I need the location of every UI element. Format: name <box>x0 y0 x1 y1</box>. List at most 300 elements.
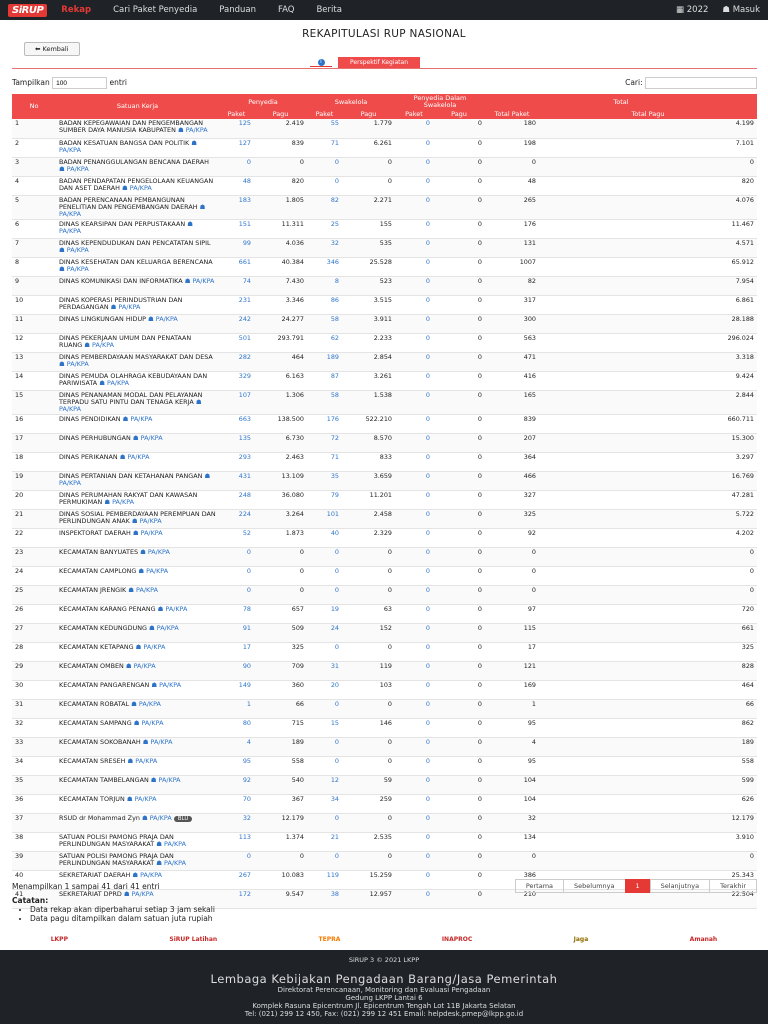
cell-penyedia-paket[interactable]: 661 <box>219 257 254 276</box>
cell-swakelola-paket[interactable]: 0 <box>307 547 342 566</box>
satuan-kerja-name[interactable]: RSUD dr Mohammad Zyn <box>59 813 140 822</box>
cell-penyedia-paket[interactable]: 17 <box>219 642 254 661</box>
satuan-kerja-name[interactable]: KECAMATAN KARANG PENANG <box>59 604 156 613</box>
satuan-kerja-name[interactable]: DINAS SOSIAL PEMBERDAYAAN PEREMPUAN DAN PERLINDUNGAN ANAK <box>59 509 216 525</box>
satuan-kerja-name[interactable]: BADAN KESATUAN BANGSA DAN POLITIK <box>59 138 190 147</box>
cell-pds-paket[interactable]: 0 <box>395 851 433 870</box>
cell-swakelola-pagu: 2.233 <box>342 333 395 352</box>
cell-pds-paket[interactable]: 0 <box>395 813 433 832</box>
pa-kpa-link[interactable]: ☗ PA/KPA <box>135 642 166 651</box>
cell-swakelola-paket[interactable]: 12 <box>307 775 342 794</box>
satuan-kerja-name[interactable]: KECAMATAN JRENGIK <box>59 585 127 594</box>
pa-kpa-link[interactable]: ☗ PA/KPA <box>132 870 163 879</box>
cell-penyedia-paket[interactable]: 242 <box>219 314 254 333</box>
cell-no: 16 <box>12 414 56 433</box>
cell-pds-pagu: 0 <box>433 756 485 775</box>
cell-total-paket: 1 <box>485 699 539 718</box>
cell-satuan-kerja <box>56 661 219 680</box>
cell-pds-paket[interactable]: 0 <box>395 566 433 585</box>
cell-total-pagu: 0 <box>539 157 757 176</box>
nav-faq[interactable]: FAQ <box>278 5 295 15</box>
table-row <box>12 547 757 566</box>
cell-swakelola-paket[interactable]: 62 <box>307 333 342 352</box>
satuan-kerja-name[interactable]: KECAMATAN PANGARENGAN <box>59 680 150 689</box>
cell-no: 37 <box>12 813 56 832</box>
cell-penyedia-paket[interactable]: 52 <box>219 528 254 547</box>
cell-penyedia-paket[interactable]: 431 <box>219 471 254 490</box>
cell-swakelola-paket[interactable]: 72 <box>307 433 342 452</box>
cell-satuan-kerja <box>56 195 219 219</box>
cell-penyedia-paket[interactable]: 0 <box>219 547 254 566</box>
cell-penyedia-paket[interactable]: 4 <box>219 737 254 756</box>
cell-total-paket: 165 <box>485 390 539 414</box>
cell-total-paket: 0 <box>485 547 539 566</box>
cell-swakelola-paket[interactable]: 0 <box>307 756 342 775</box>
cell-pds-paket[interactable]: 0 <box>395 756 433 775</box>
cell-swakelola-paket[interactable]: 0 <box>307 642 342 661</box>
cell-pds-paket[interactable]: 0 <box>395 390 433 414</box>
pa-kpa-link[interactable]: ☗ PA/KPA <box>122 414 153 423</box>
cell-penyedia-pagu: 36.080 <box>254 490 307 509</box>
cell-penyedia-paket[interactable]: 113 <box>219 832 254 851</box>
satuan-kerja-name[interactable]: BADAN PENANGGULANGAN BENCANA DAERAH <box>59 157 209 166</box>
satuan-kerja-name[interactable]: DINAS KEARSIPAN DAN PERPUSTAKAAN <box>59 219 186 228</box>
col-penyedia-paket[interactable]: Paket <box>219 110 254 119</box>
satuan-kerja-name[interactable]: KECAMATAN SAMPANG <box>59 718 132 727</box>
cell-penyedia-paket[interactable]: 224 <box>219 509 254 528</box>
cell-penyedia-paket[interactable]: 172 <box>219 889 254 908</box>
cell-penyedia-paket[interactable]: 267 <box>219 870 254 889</box>
cell-total-pagu: 0 <box>539 851 757 870</box>
page-current[interactable]: 1 <box>625 879 651 893</box>
cell-satuan-kerja <box>56 452 219 471</box>
top-navbar <box>0 0 768 20</box>
cell-pds-paket[interactable]: 0 <box>395 528 433 547</box>
inaproc-logo[interactable]: INAPROC <box>441 935 473 943</box>
satuan-kerja-name[interactable]: KECAMATAN BANYUATES <box>59 547 139 556</box>
back-button[interactable]: ⬅ Kembali <box>24 42 80 56</box>
cell-pds-paket[interactable]: 0 <box>395 490 433 509</box>
cell-swakelola-paket[interactable]: 58 <box>307 314 342 333</box>
col-satuan-kerja[interactable]: Satuan Kerja <box>56 94 219 119</box>
tab-info[interactable] <box>310 58 332 67</box>
cell-pds-paket[interactable]: 0 <box>395 509 433 528</box>
cell-swakelola-paket[interactable]: 176 <box>307 414 342 433</box>
cell-swakelola-paket[interactable]: 40 <box>307 528 342 547</box>
cell-swakelola-paket[interactable]: 19 <box>307 604 342 623</box>
pa-kpa-link[interactable]: ☗ PA/KPA <box>142 737 173 746</box>
cell-swakelola-pagu: 6.261 <box>342 138 395 157</box>
cell-swakelola-paket[interactable]: 82 <box>307 195 342 219</box>
pa-kpa-link[interactable]: ☗ PA/KPA <box>84 340 115 349</box>
pa-kpa-link[interactable]: ☗ PA/KPA <box>59 264 89 273</box>
satuan-kerja-name[interactable]: DINAS PEMBERDAYAAN MASYARAKAT DAN DESA <box>59 352 213 361</box>
satuan-kerja-name[interactable]: DINAS KOMUNIKASI DAN INFORMATIKA <box>59 276 183 285</box>
cell-penyedia-paket[interactable]: 92 <box>219 775 254 794</box>
cell-swakelola-paket[interactable]: 32 <box>307 238 342 257</box>
cell-pds-paket[interactable]: 0 <box>395 471 433 490</box>
cell-pds-paket[interactable]: 0 <box>395 157 433 176</box>
cell-no: 3 <box>12 157 56 176</box>
sirup-latihan-logo[interactable]: SiRUP Latihan <box>169 935 218 943</box>
satuan-kerja-name[interactable]: KECAMATAN KETAPANG <box>59 642 134 651</box>
col-pds-pagu[interactable]: Pagu <box>433 110 485 119</box>
page-first[interactable]: Pertama <box>515 879 564 893</box>
pa-kpa-link[interactable]: ☗ PA/KPA <box>133 718 164 727</box>
satuan-kerja-name[interactable]: DINAS PENDIDIKAN <box>59 414 121 423</box>
cell-swakelola-paket[interactable]: 0 <box>307 851 342 870</box>
pa-kpa-link[interactable]: ☗ PA/KPA <box>132 433 163 442</box>
cell-swakelola-paket[interactable]: 71 <box>307 452 342 471</box>
cell-pds-paket[interactable]: 0 <box>395 832 433 851</box>
satuan-kerja-name[interactable]: KECAMATAN SOKOBANAH <box>59 737 141 746</box>
pa-kpa-link[interactable]: ☗ PA/KPA <box>123 889 154 898</box>
cell-swakelola-paket[interactable]: 34 <box>307 794 342 813</box>
cell-pds-paket[interactable]: 0 <box>395 414 433 433</box>
cell-satuan-kerja <box>56 547 219 566</box>
pa-kpa-link[interactable]: ☗ PA/KPA <box>110 302 141 311</box>
cell-swakelola-paket[interactable]: 0 <box>307 813 342 832</box>
cell-swakelola-paket[interactable]: 0 <box>307 737 342 756</box>
cell-no: 11 <box>12 314 56 333</box>
page-prev[interactable]: Sebelumnya <box>563 879 625 893</box>
pa-kpa-link[interactable]: ☗ PA/KPA <box>131 699 161 708</box>
cell-penyedia-paket[interactable]: 135 <box>219 433 254 452</box>
cell-pds-paket[interactable]: 0 <box>395 718 433 737</box>
cell-pds-paket[interactable]: 0 <box>395 176 433 195</box>
pa-kpa-link[interactable]: ☗ PA/KPA <box>138 566 169 575</box>
cell-penyedia-paket[interactable]: 107 <box>219 390 254 414</box>
nav-panduan[interactable]: Panduan <box>219 5 256 15</box>
pa-kpa-link[interactable]: ☗ PA/KPA <box>104 497 135 506</box>
cell-total-pagu: 720 <box>539 604 757 623</box>
cell-total-pagu: 9.424 <box>539 371 757 390</box>
cell-penyedia-paket[interactable]: 1 <box>219 699 254 718</box>
satuan-kerja-name[interactable]: KECAMATAN CAMPLONG <box>59 566 137 575</box>
address-line: Gedung LKPP Lantai 6 <box>345 994 423 1002</box>
satuan-kerja-name[interactable]: KECAMATAN OMBEN <box>59 661 124 670</box>
nav-berita[interactable]: Berita <box>316 5 342 15</box>
cell-pds-paket[interactable]: 0 <box>395 371 433 390</box>
cell-penyedia-paket[interactable]: 32 <box>219 813 254 832</box>
cell-pds-paket[interactable]: 0 <box>395 889 433 908</box>
satuan-kerja-name[interactable]: KECAMATAN SRESEH <box>59 756 126 765</box>
cell-satuan-kerja <box>56 219 219 238</box>
pa-kpa-link[interactable]: ☗ PA/KPA <box>59 164 89 173</box>
pa-kpa-link[interactable]: ☗ PA/KPA <box>177 126 208 134</box>
cell-pds-paket[interactable]: 0 <box>395 352 433 371</box>
tab-perspektif-kegiatan[interactable]: Perspektif Kegiatan <box>338 57 420 68</box>
cell-penyedia-paket[interactable]: 183 <box>219 195 254 219</box>
pa-kpa-link[interactable]: ☗ PA/KPA <box>140 547 170 556</box>
cell-penyedia-paket[interactable]: 70 <box>219 794 254 813</box>
satuan-kerja-name[interactable]: KECAMATAN ROBATAL <box>59 699 130 708</box>
cell-penyedia-paket[interactable]: 91 <box>219 623 254 642</box>
lkpp-logo[interactable]: LKPP <box>50 935 68 943</box>
pa-kpa-link[interactable]: ☗ PA/KPA <box>157 604 188 613</box>
cell-pds-pagu: 0 <box>433 219 485 238</box>
amanah-logo[interactable]: Amanah <box>689 935 718 943</box>
cell-penyedia-paket[interactable]: 0 <box>219 585 254 604</box>
pa-kpa-link[interactable]: ☗ PA/KPA <box>59 202 206 218</box>
cell-penyedia-pagu: 2.419 <box>254 119 307 138</box>
jaga-logo[interactable]: Jaga <box>573 935 589 943</box>
pa-kpa-link[interactable]: ☗ PA/KPA <box>151 680 182 689</box>
cell-penyedia-pagu: 0 <box>254 157 307 176</box>
pa-kpa-link[interactable]: ☗ PA/KPA <box>59 138 197 154</box>
cell-pds-paket[interactable]: 0 <box>395 547 433 566</box>
cell-pds-paket[interactable]: 0 <box>395 314 433 333</box>
pa-kpa-link[interactable]: ☗ PA/KPA <box>59 359 89 368</box>
tepra-logo[interactable]: TEPRA <box>318 935 341 943</box>
satuan-kerja-name[interactable]: DINAS KESEHATAN DAN KELUARGA BERENCANA <box>59 257 213 266</box>
cell-pds-paket[interactable]: 0 <box>395 433 433 452</box>
pa-kpa-link[interactable]: ☗ PA/KPA <box>156 858 186 867</box>
cell-swakelola-paket[interactable]: 8 <box>307 276 342 295</box>
cell-pds-paket[interactable]: 0 <box>395 585 433 604</box>
cell-swakelola-pagu: 15.259 <box>342 870 395 889</box>
pa-kpa-link[interactable]: ☗ PA/KPA <box>99 378 129 387</box>
cell-penyedia-paket[interactable]: 90 <box>219 661 254 680</box>
cell-pds-pagu: 0 <box>433 333 485 352</box>
table-row <box>12 471 757 490</box>
cell-penyedia-paket[interactable]: 80 <box>219 718 254 737</box>
pa-kpa-link[interactable]: ☗ PA/KPA <box>119 452 150 461</box>
satuan-kerja-name[interactable]: DINAS PERIKANAN <box>59 452 118 461</box>
cell-swakelola-paket[interactable]: 31 <box>307 661 342 680</box>
cell-total-pagu: 0 <box>539 566 757 585</box>
cell-no: 25 <box>12 585 56 604</box>
satuan-kerja-name[interactable]: BADAN PERENCANAAN PEMBANGUNAN PENELITIAN DAN PENGEMBANGAN DAERAH <box>59 195 198 211</box>
cell-penyedia-paket[interactable]: 78 <box>219 604 254 623</box>
cell-pds-pagu: 0 <box>433 295 485 314</box>
cell-penyedia-pagu: 138.500 <box>254 414 307 433</box>
satuan-kerja-name[interactable]: SEKRETARIAT DAERAH <box>59 870 131 879</box>
cell-pds-paket[interactable]: 0 <box>395 257 433 276</box>
cell-swakelola-paket[interactable]: 87 <box>307 371 342 390</box>
cell-penyedia-pagu: 40.384 <box>254 257 307 276</box>
cell-no: 36 <box>12 794 56 813</box>
cell-swakelola-paket[interactable]: 0 <box>307 176 342 195</box>
cell-penyedia-paket[interactable]: 293 <box>219 452 254 471</box>
cell-penyedia-paket[interactable]: 0 <box>219 851 254 870</box>
entries-select[interactable] <box>52 77 107 89</box>
table-row <box>12 333 757 352</box>
cell-swakelola-pagu: 3.659 <box>342 471 395 490</box>
cell-pds-paket[interactable]: 0 <box>395 138 433 157</box>
cell-no: 35 <box>12 775 56 794</box>
cell-pds-paket[interactable]: 0 <box>395 680 433 699</box>
satuan-kerja-name[interactable]: DINAS LINGKUNGAN HIDUP <box>59 314 146 323</box>
col-penyedia-pagu[interactable]: Pagu <box>254 110 307 119</box>
cell-pds-pagu: 0 <box>433 737 485 756</box>
cell-swakelola-paket[interactable]: 24 <box>307 623 342 642</box>
cell-swakelola-paket[interactable]: 55 <box>307 119 342 138</box>
cell-penyedia-pagu: 0 <box>254 851 307 870</box>
cell-pds-paket[interactable]: 0 <box>395 794 433 813</box>
cell-penyedia-paket[interactable]: 663 <box>219 414 254 433</box>
pa-kpa-link[interactable]: ☗ PA/KPA <box>148 314 178 323</box>
col-total-paket[interactable]: Total Paket <box>485 110 539 119</box>
pa-kpa-link[interactable]: ☗ PA/KPA <box>148 623 179 632</box>
cell-swakelola-paket[interactable]: 346 <box>307 257 342 276</box>
cell-penyedia-paket[interactable]: 151 <box>219 219 254 238</box>
cell-penyedia-paket[interactable]: 231 <box>219 295 254 314</box>
cell-swakelola-pagu: 0 <box>342 813 395 832</box>
cell-pds-paket[interactable]: 0 <box>395 119 433 138</box>
nav-rekap[interactable]: Rekap <box>61 5 92 15</box>
cell-total-pagu: 11.467 <box>539 219 757 238</box>
col-swakelola-paket[interactable]: Paket <box>307 110 342 119</box>
satuan-kerja-name[interactable]: KECAMATAN KEDUNGDUNG <box>59 623 147 632</box>
cell-penyedia-paket[interactable]: 0 <box>219 566 254 585</box>
pa-kpa-link[interactable]: ☗ PA/KPA <box>184 276 215 285</box>
cell-swakelola-paket[interactable]: 189 <box>307 352 342 371</box>
satuan-kerja-name[interactable]: BADAN PENDAPATAN PENGELOLAAN KEUANGAN DAN ASET DAERAH <box>59 176 214 192</box>
cell-swakelola-paket[interactable]: 119 <box>307 870 342 889</box>
cell-swakelola-paket[interactable]: 35 <box>307 471 342 490</box>
table-row <box>12 314 757 333</box>
login-link[interactable]: ☗ Masuk <box>722 5 760 15</box>
cell-pds-paket[interactable]: 0 <box>395 699 433 718</box>
cell-penyedia-paket[interactable]: 125 <box>219 119 254 138</box>
satuan-kerja-name[interactable]: DINAS KEPENDUDUKAN DAN PENCATATAN SIPIL <box>59 238 211 247</box>
cell-penyedia-paket[interactable]: 149 <box>219 680 254 699</box>
cell-pds-paket[interactable]: 0 <box>395 661 433 680</box>
cell-pds-paket[interactable]: 0 <box>395 737 433 756</box>
cell-penyedia-pagu: 1.805 <box>254 195 307 219</box>
pa-kpa-link[interactable]: ☗ PA/KPA <box>125 661 156 670</box>
pa-kpa-link[interactable]: ☗ PA/KPA <box>131 516 162 525</box>
cell-pds-paket[interactable]: 0 <box>395 452 433 471</box>
cell-penyedia-paket[interactable]: 99 <box>219 238 254 257</box>
cell-pds-pagu: 0 <box>433 813 485 832</box>
cell-pds-paket[interactable]: 0 <box>395 870 433 889</box>
cell-pds-paket[interactable]: 0 <box>395 642 433 661</box>
cell-pds-paket[interactable]: 0 <box>395 219 433 238</box>
satuan-kerja-name[interactable]: INSPEKTORAT DAERAH <box>59 528 131 537</box>
satuan-kerja-name[interactable]: DINAS PERHUBUNGAN <box>59 433 131 442</box>
pa-kpa-link[interactable]: ☗ PA/KPA <box>150 775 181 784</box>
pa-kpa-link[interactable]: ☗ PA/KPA <box>59 397 202 413</box>
sirup-logo[interactable]: SiRUP <box>8 4 47 17</box>
pa-kpa-link[interactable]: ☗ PA/KPA <box>128 585 159 594</box>
cell-swakelola-pagu: 63 <box>342 604 395 623</box>
cell-penyedia-paket[interactable]: 248 <box>219 490 254 509</box>
search-input[interactable] <box>645 77 757 89</box>
cell-no: 39 <box>12 851 56 870</box>
satuan-kerja-name[interactable]: KECAMATAN TAMBELANGAN <box>59 775 149 784</box>
cell-swakelola-paket[interactable]: 38 <box>307 889 342 908</box>
satuan-kerja-name[interactable]: DINAS KOPERASI PERINDUSTRIAN DAN PERDAGANGAN <box>59 295 183 311</box>
cell-swakelola-paket[interactable]: 0 <box>307 157 342 176</box>
cell-pds-paket[interactable]: 0 <box>395 295 433 314</box>
pa-kpa-link[interactable]: ☗ PA/KPA <box>127 756 158 765</box>
cell-total-paket: 265 <box>485 195 539 219</box>
satuan-kerja-name[interactable]: BADAN KEPEGAWAIAN DAN PENGEMBANGAN SUMBER DAYA MANUSIA KABUPATEN <box>59 119 204 134</box>
cell-satuan-kerja <box>56 119 219 138</box>
cell-pds-paket[interactable]: 0 <box>395 623 433 642</box>
satuan-kerja-name[interactable]: DINAS PEKERJAAN UMUM DAN PENATAAN RUANG <box>59 333 192 349</box>
cell-swakelola-paket[interactable]: 0 <box>307 566 342 585</box>
satuan-kerja-name[interactable]: KECAMATAN TORJUN <box>59 794 125 803</box>
cell-pds-pagu: 0 <box>433 119 485 138</box>
cell-penyedia-paket[interactable]: 0 <box>219 157 254 176</box>
satuan-kerja-name[interactable]: DINAS PERTANIAN DAN KETAHANAN PANGAN <box>59 471 203 480</box>
cell-swakelola-paket[interactable]: 20 <box>307 680 342 699</box>
cell-pds-pagu: 0 <box>433 452 485 471</box>
cell-penyedia-paket[interactable]: 501 <box>219 333 254 352</box>
cell-swakelola-paket[interactable]: 101 <box>307 509 342 528</box>
page-last[interactable]: Terakhir <box>709 879 757 893</box>
cell-swakelola-pagu: 3.911 <box>342 314 395 333</box>
cell-swakelola-paket[interactable]: 71 <box>307 138 342 157</box>
col-swakelola-pagu[interactable]: Pagu <box>342 110 395 119</box>
footer <box>0 950 768 1024</box>
satuan-kerja-name[interactable]: SATUAN POLISI PAMONG PRAJA DAN PERLINDUNGAN MASYARAKAT <box>59 832 174 848</box>
satuan-kerja-name[interactable]: SEKRETARIAT DPRD <box>59 889 122 898</box>
cell-swakelola-paket[interactable]: 21 <box>307 832 342 851</box>
cell-pds-paket[interactable]: 0 <box>395 238 433 257</box>
cell-swakelola-paket[interactable]: 15 <box>307 718 342 737</box>
col-no[interactable]: No <box>12 94 56 119</box>
col-total-pagu[interactable]: Total Pagu <box>539 110 757 119</box>
cell-pds-paket[interactable]: 0 <box>395 195 433 219</box>
pa-kpa-link[interactable]: ☗ PA/KPA <box>59 471 211 487</box>
nav-cari-paket[interactable]: Cari Paket Penyedia <box>113 5 198 15</box>
pa-kpa-link[interactable]: ☗ PA/KPA <box>141 813 172 822</box>
col-pds-paket[interactable]: Paket <box>395 110 433 119</box>
pa-kpa-link[interactable]: ☗ PA/KPA <box>59 245 89 254</box>
page-next[interactable]: Selanjutnya <box>650 879 710 893</box>
satuan-kerja-name[interactable]: SATUAN POLISI PAMONG PRAJA DAN PERLINDUNGAN MASYARAKAT <box>59 851 174 867</box>
cell-pds-paket[interactable]: 0 <box>395 276 433 295</box>
cell-satuan-kerja <box>56 352 219 371</box>
satuan-kerja-name[interactable]: DINAS PENANAMAN MODAL DAN PELAYANAN TERPADU SATU PINTU DAN TENAGA KERJA <box>59 390 203 406</box>
cell-penyedia-paket[interactable]: 74 <box>219 276 254 295</box>
cell-swakelola-paket[interactable]: 0 <box>307 699 342 718</box>
cell-swakelola-paket[interactable]: 79 <box>307 490 342 509</box>
satuan-kerja-name[interactable]: DINAS PEMUDA OLAHRAGA KEBUDAYAAN DAN PARIWISATA <box>59 371 208 387</box>
cell-pds-paket[interactable]: 0 <box>395 333 433 352</box>
pa-kpa-link[interactable]: ☗ PA/KPA <box>156 839 186 848</box>
cell-satuan-kerja <box>56 566 219 585</box>
cell-swakelola-paket[interactable]: 0 <box>307 585 342 604</box>
cell-swakelola-pagu: 152 <box>342 623 395 642</box>
cell-swakelola-paket[interactable]: 86 <box>307 295 342 314</box>
satuan-kerja-name[interactable]: DINAS PERUMAHAN RAKYAT DAN KAWASAN PERMUKIMAN <box>59 490 198 506</box>
cell-pds-paket[interactable]: 0 <box>395 604 433 623</box>
cell-penyedia-paket[interactable]: 329 <box>219 371 254 390</box>
cell-penyedia-pagu: 9.547 <box>254 889 307 908</box>
cell-pds-paket[interactable]: 0 <box>395 775 433 794</box>
cell-swakelola-paket[interactable]: 25 <box>307 219 342 238</box>
cell-penyedia-paket[interactable]: 282 <box>219 352 254 371</box>
cell-total-paket: 0 <box>485 851 539 870</box>
pa-kpa-link[interactable]: ☗ PA/KPA <box>126 794 157 803</box>
pa-kpa-link[interactable]: ☗ PA/KPA <box>132 528 163 537</box>
cell-total-paket: 563 <box>485 333 539 352</box>
cell-total-pagu: 660.711 <box>539 414 757 433</box>
cell-penyedia-paket[interactable]: 127 <box>219 138 254 157</box>
table-row <box>12 195 757 219</box>
year-selector[interactable]: ▦ 2022 <box>676 5 709 15</box>
pa-kpa-link[interactable]: ☗ PA/KPA <box>59 219 193 235</box>
cell-swakelola-paket[interactable]: 58 <box>307 390 342 414</box>
cell-penyedia-paket[interactable]: 95 <box>219 756 254 775</box>
pa-kpa-link[interactable]: ☗ PA/KPA <box>122 183 152 192</box>
cell-penyedia-paket[interactable]: 48 <box>219 176 254 195</box>
